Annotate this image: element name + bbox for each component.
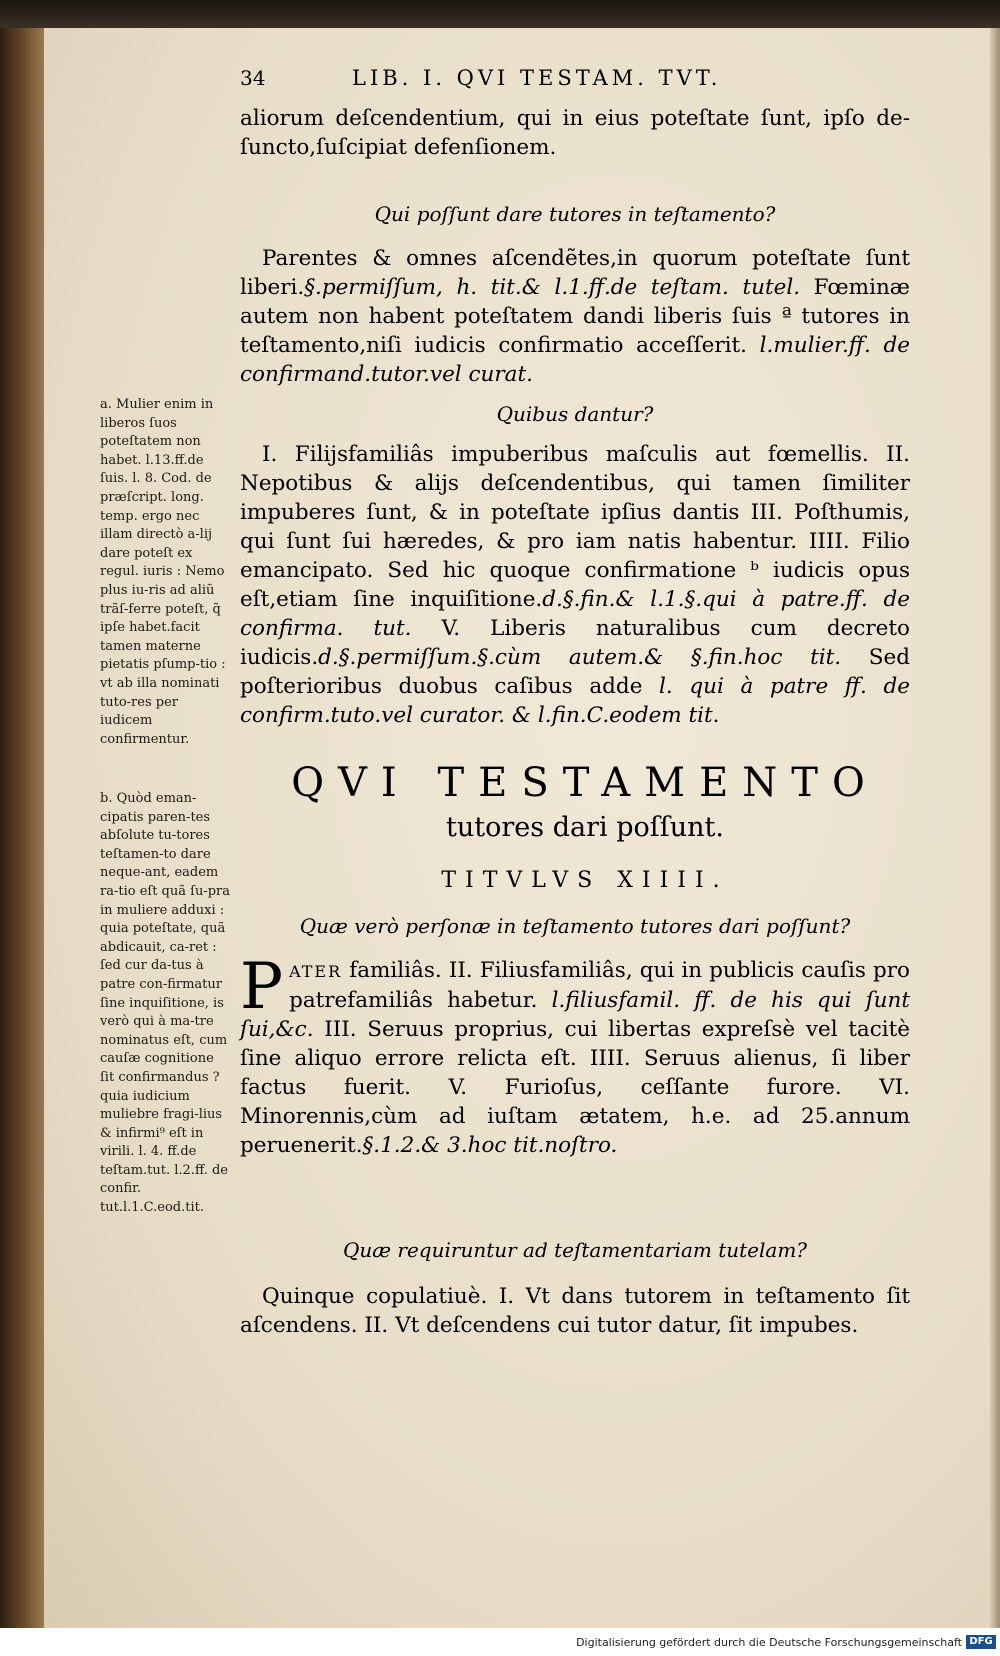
question-4: Quæ requiruntur ad teſtamentariam tutelam?	[342, 1238, 808, 1262]
answer-2-text	[240, 440, 910, 730]
question-2: Quibus dantur?	[496, 402, 654, 426]
book-spine	[0, 28, 44, 1628]
answer-3-part: III. Seruus proprius, cui libertas expreſsè vel tacitè ſine aliquo errore relicta eſt. IIII. Seruus alienus, ſi liber factus fuerit. V. Furioſus, ceſſante furore. VI. Minorennis,cùm ad iuſtam ætatem, h.e. ad 25.annum peruenerit.	[240, 1017, 910, 1158]
citation: §.1.2.& 3.hoc tit.noſtro.	[362, 1133, 618, 1158]
answer-2-part: V. Liberis naturalibus cum decreto iudicis.	[240, 616, 910, 670]
section-title: QVI TESTAMENTO	[291, 760, 879, 806]
small-caps-word: ATER	[289, 962, 343, 981]
scan-top-edge	[0, 0, 1000, 28]
question-3: Quæ verò perſonæ in teſtamento tutores dari poſſunt?	[299, 914, 851, 938]
answer-1-part: Parentes & omnes aſcendẽtes,in quorum poteſtate ſunt liberi.	[240, 246, 910, 300]
running-head	[240, 66, 900, 96]
citation: l.filiusfamil. ff. de his qui ſunt ſui,&c.	[240, 988, 910, 1042]
answer-3	[240, 950, 910, 1160]
answer-2-part: Sed poſterioribus duobus caſibus adde	[240, 645, 910, 699]
answer-4	[240, 1282, 910, 1340]
margin-note-a: a. Mulier enim in liberos ſuos poteſtatem non habet. l.13.ff.de ſuis. l. 8. Cod. de præſcript. long. temp. ergo nec illam directò a-lij dare poteſt ex regul. iuris : Nemo plus iu-ris ad aliũ trãſ-ferre poteſt, q̃ ipſe habet.facit tamen materne pietatis pſump-tio : vt ab illa nominati tuto-res per iudicem confirmentur.	[100, 397, 226, 747]
margin-note-b: b. Quòd eman-cipatis paren-tes abſolute tu-tores teſtamen-to dare neque-ant, eadem ra-tio eſt quã ſu-pra in muliere adduxi : quia poteſtate, quã abdicauit, ca-ret : ſed cur da-tus à patre con-firmatur ſine inquiſitione, is verò qui à ma-tre nominatus eſt, cum cauſæ cognitione ſit confirmandus ? quia iudicium muliebre fragi-lius & infirmi⁹ eſt in virili. l. 4. ff.de teſtam.tut. l.2.ff. de confir. tut.l.1.C.eod.tit.	[100, 791, 230, 1216]
citation: §.permiſſum, h. tit.& l.1.ff.de teſtam. tutel.	[304, 275, 801, 300]
section-subtitle: tutores dari poſſunt.	[446, 812, 724, 843]
footer-bar	[0, 1628, 1000, 1656]
citation: d.§.permiſſum.§.cùm autem.& §.fin.hoc tit.	[318, 645, 842, 670]
citation: l. qui à patre ff. de confirm.tuto.vel curator. & l.fin.C.eodem tit.	[240, 674, 910, 728]
footer-credit: Digitalisierung gefördert durch die Deutsche Forschungsgemeinschaft	[576, 1636, 962, 1649]
answer-2-part: I. Filijsfamiliâs impuberibus maſculis aut fœmellis. II. Nepotibus & alijs deſcendentibus, qui tamen ſimiliter impuberes ſunt, & in poteſtate ipſius dantis III. Poſthumis, qui ſunt ſui hæredes, & pro iam natis habentur. IIII. Filio emancipato. Sed hic quoque confirmatione ᵇ iudicis opus eſt,etiam ſine inquiſitione.	[240, 442, 910, 612]
answer-4-text: Quinque copulatiuè. I. Vt dans tutorem in teſtamento ſit aſcendens. II. Vt deſcendens cui tutor datur, ſit impubes.	[240, 1284, 910, 1338]
citation: d.§.fin.& l.1.§.qui à patre.ff. de confirma. tut.	[240, 587, 910, 641]
intro-paragraph	[240, 104, 910, 162]
question-1: Qui poſſunt dare tutores in teſtamento?	[374, 202, 776, 226]
page-edge	[990, 28, 1000, 1628]
citation: l.mulier.ff. de confirmand.tutor.vel curat.	[240, 333, 910, 387]
titulus-heading: TITVLVS XIIII.	[441, 868, 729, 893]
running-title: LIB. I. QVI TESTAM. TVT.	[352, 66, 722, 90]
answer-1-text	[240, 244, 910, 389]
answer-3-text	[240, 950, 910, 1160]
dfg-logo-icon: DFG	[966, 1635, 996, 1649]
intro-text: aliorum deſcendentium, qui in eius poteſtate ſunt, ipſo de-ſuncto,ſuſcipiat defenſionem.	[240, 106, 910, 160]
page-number: 34	[240, 66, 266, 90]
answer-3-part: familiâs. II. Filiusfamiliâs, qui in publicis cauſis pro patrefamiliâs habetur.	[289, 958, 910, 1013]
answer-1-part: Fœminæ autem non habent poteſtatem dandi liberis ſuis ª tutores in teſtamento,niſi iudicis confirmatio acceſſerit.	[240, 275, 910, 358]
drop-cap: P	[240, 950, 284, 1024]
answer-2	[240, 440, 910, 730]
answer-1	[240, 244, 910, 389]
